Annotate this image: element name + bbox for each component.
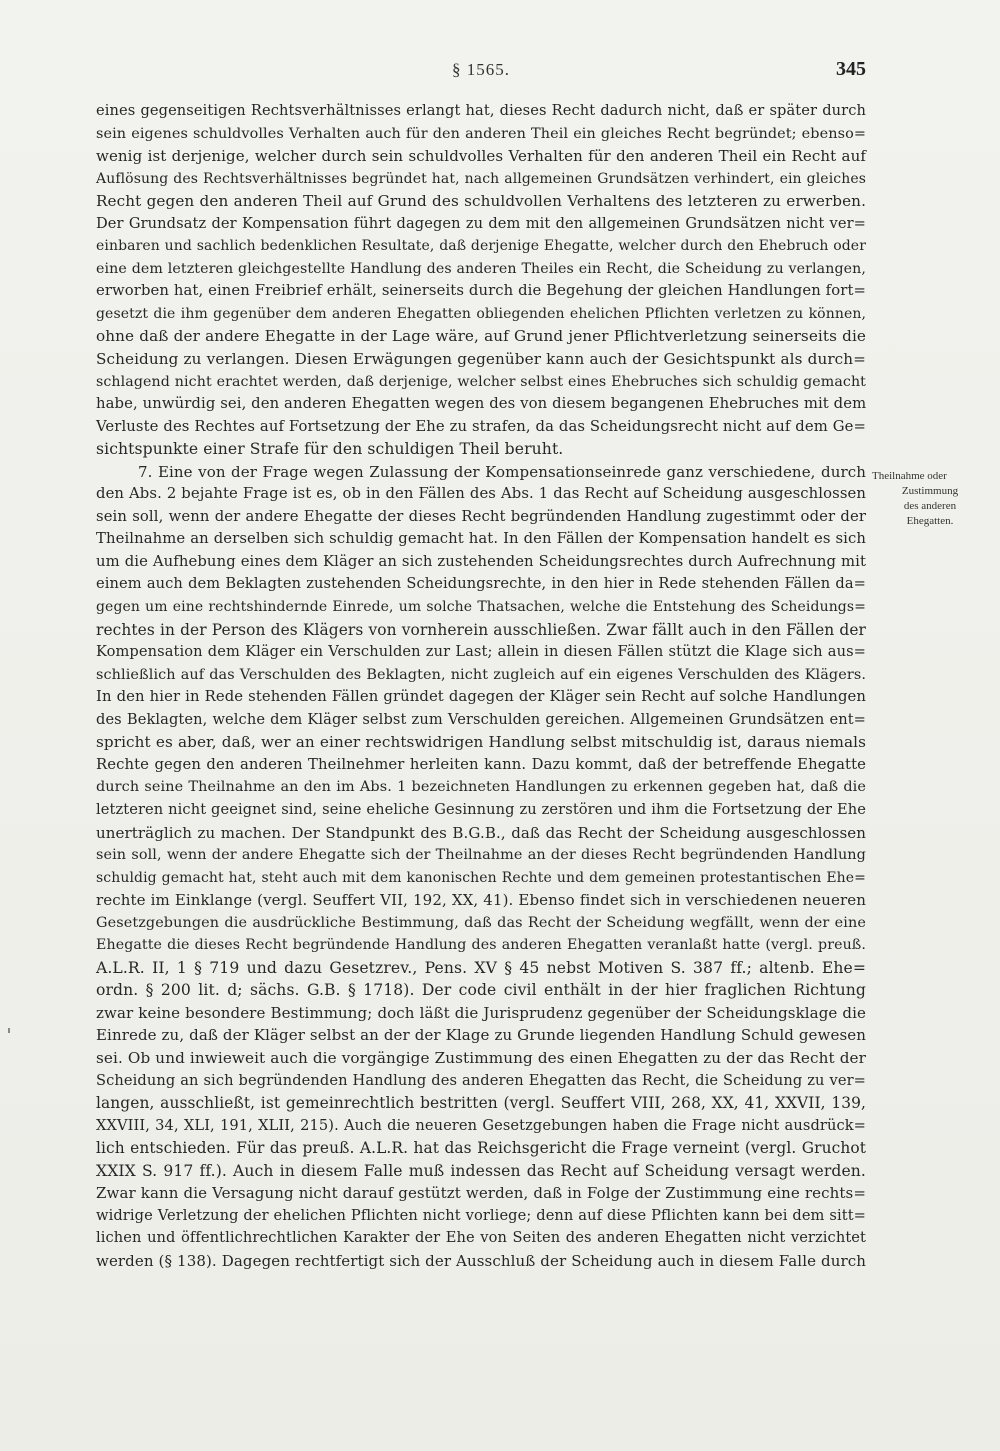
text-line: Ehegatte die dieses Recht begründende Handlung des anderen Ehegatten veranlaßt hatte (vergl. preuß. [96, 937, 866, 954]
text-line: Der Grundsatz der Kompensation führt dagegen zu dem mit den allgemeinen Grundsätzen nicht ver= [96, 214, 866, 232]
text-line: XXIX S. 917 ff.). Auch in diesem Falle muß indessen das Recht auf Scheidung versagt werden. [96, 1161, 866, 1180]
text-line: langen, ausschließt, ist gemeinrechtlich bestritten (vergl. Seuffert VIII, 268, XX, 41, XXVII, 139, [96, 1094, 866, 1113]
text-line: des Beklagten, welche dem Kläger selbst zum Verschulden gereichen. Allgemeinen Grundsätzen ent= [96, 710, 866, 728]
text-line: sichtspunkte einer Strafe für den schuldigen Theil beruht. [96, 440, 564, 459]
text-line: rechtes in der Person des Klägers von vornherein ausschließen. Zwar fällt auch in den Fällen der [96, 620, 866, 639]
text-line: In den hier in Rede stehenden Fällen gründet dagegen der Kläger sein Recht auf solche Handlungen [96, 688, 866, 706]
text-line: Verluste des Rechtes auf Fortsetzung der Ehe zu strafen, da das Scheidungsrecht nicht auf dem Ge= [96, 417, 866, 435]
text-line: Gesetzgebungen die ausdrückliche Bestimmung, daß das Recht der Scheidung wegfällt, wenn der eine [96, 914, 866, 931]
text-line: einbaren und sachlich bedenklichen Resultate, daß derjenige Ehegatte, welcher durch den Ehebruch oder [96, 238, 866, 255]
scan-speck [8, 1028, 10, 1033]
text-line: Auflösung des Rechtsverhältnisses begründet hat, nach allgemeinen Grundsätzen verhindert, ein gleiches [96, 170, 866, 187]
text-line: sein soll, wenn der andere Ehegatte sich der Theilnahme an der dieses Recht begründenden Handlung [96, 847, 866, 864]
text-line: spricht es aber, daß, wer an einer rechtswidrigen Handlung selbst mitschuldig ist, daraus niemals [96, 733, 866, 752]
text-line: erworben hat, einen Freibrief erhält, seinerseits durch die Begehung der gleichen Handlungen fort= [96, 282, 866, 300]
text-line: Zwar kann die Versagung nicht darauf gestützt werden, daß in Folge der Zustimmung eine rechts= [96, 1184, 866, 1203]
text-line: gegen um eine rechtshindernde Einrede, um solche Thatsachen, welche die Entstehung des Scheidungs= [96, 599, 866, 616]
text-line: lich entschieden. Für das preuß. A.L.R. hat das Reichsgericht die Frage verneint (vergl. Gruchot [96, 1139, 866, 1158]
text-line: letzteren nicht geeignet sind, seine eheliche Gesinnung zu zerstören und ihm die Fortsetzung der Ehe [96, 800, 866, 818]
text-line: Rechte gegen den anderen Theilnehmer herleiten kann. Dazu kommt, daß der betreffende Ehegatte [96, 755, 866, 773]
margin-note [870, 469, 990, 529]
text-line: eine dem letzteren gleichgestellte Handlung des anderen Theiles ein Recht, die Scheidung zu verlangen, [96, 260, 866, 277]
body-text [96, 100, 866, 1272]
text-line: einem auch dem Beklagten zustehenden Scheidungsrechte, in den hier in Rede stehenden Fällen da= [96, 575, 866, 593]
page-header [96, 60, 866, 88]
margin-note-line: Ehegatten. [906, 515, 954, 527]
text-line: rechte im Einklange (vergl. Seuffert VII, 192, XX, 41). Ebenso findet sich in verschiedenen neueren [96, 891, 866, 910]
text-line: schlagend nicht erachtet werden, daß derjenige, welcher selbst eines Ehebruches sich schuldig gemacht [96, 373, 866, 390]
text-line: schließlich auf das Verschulden des Beklagten, nicht zugleich auf ein eigenes Verschulden des Klägers. [96, 666, 866, 683]
text-line: den Abs. 2 bejahte Frage ist es, ob in den Fällen des Abs. 1 das Recht auf Scheidung ausgeschlossen [96, 485, 866, 503]
text-line: sein eigenes schuldvolles Verhalten auch für den anderen Theil ein gleiches Recht begründet; ebenso= [96, 125, 866, 142]
text-line: ordn. § 200 lit. d; sächs. G.B. § 1718). Der code civil enthält in der hier fraglichen Richtung [96, 981, 866, 1000]
paragraph-start-line: 7. Eine von der Frage wegen Zulassung der Kompensationseinrede ganz verschiedene, durch [138, 462, 866, 481]
text-line: sein soll, wenn der andere Ehegatte der dieses Recht begründenden Handlung zugestimmt oder der [96, 507, 866, 525]
text-line: habe, unwürdig sei, den anderen Ehegatten wegen des von diesem begangenen Ehebruches mit dem [96, 395, 867, 413]
text-line: ohne daß der andere Ehegatte in der Lage wäre, auf Grund jener Pflichtverletzung seinerseits die [96, 327, 866, 346]
text-line: zwar keine besondere Bestimmung; doch läßt die Jurisprudenz gegenüber der Scheidungsklage die [96, 1003, 866, 1022]
text-line: Scheidung zu verlangen. Diesen Erwägungen gegenüber kann auch der Gesichtspunkt als durch= [96, 350, 866, 369]
text-line: sei. Ob und inwieweit auch die vorgängige Zustimmung des einen Ehegatten zu der das Recht der [96, 1048, 866, 1067]
text-line: widrige Verletzung der ehelichen Pflichten nicht vorliege; denn auf diese Pflichten kann bei dem sitt= [96, 1206, 866, 1224]
text-line: A.L.R. II, 1 § 719 und dazu Gesetzrev., Pens. XV § 45 nebst Motiven S. 387 ff.; altenb. Ehe= [96, 958, 866, 977]
text-line: Scheidung an sich begründenden Handlung des anderen Ehegatten das Recht, die Scheidung zu ver= [96, 1071, 866, 1089]
margin-note-line: des anderen [903, 500, 957, 512]
text-line: durch seine Theilnahme an den im Abs. 1 bezeichneten Handlungen zu erkennen gegeben hat, daß die [96, 779, 866, 796]
text-line: werden (§ 138). Dagegen rechtfertigt sich der Ausschluß der Scheidung auch in diesem Falle durch [96, 1251, 866, 1270]
text-line: gesetzt die ihm gegenüber dem anderen Ehegatten obliegenden ehelichen Pflichten verletzen zu können, [96, 305, 866, 322]
section-number: § 1565. [452, 60, 510, 79]
text-line: Einrede zu, daß der Kläger selbst an der der Klage zu Grunde liegenden Handlung Schuld gewesen [96, 1026, 866, 1045]
text-line: XXVIII, 34, XLI, 191, XLII, 215). Auch die neueren Gesetzgebungen haben die Frage nicht ausdrück= [96, 1116, 866, 1134]
margin-note-line: Zustimmung [901, 485, 959, 497]
text-line: unerträglich zu machen. Der Standpunkt des B.G.B., daß das Recht der Scheidung ausgeschlossen [96, 823, 866, 842]
text-line: schuldig gemacht hat, steht auch mit dem kanonischen Rechte und dem gemeinen protestantischen Ehe= [96, 869, 866, 886]
text-line: um die Aufhebung eines dem Kläger an sich zustehenden Scheidungsrechtes durch Aufrechnung mit [96, 552, 866, 570]
text-line: lichen und öffentlichrechtlichen Karakter der Ehe von Seiten des anderen Ehegatten nicht verzichtet [96, 1229, 866, 1247]
margin-note-line: Theilnahme oder [872, 470, 947, 482]
text-line: Theilnahme an derselben sich schuldig gemacht hat. In den Fällen der Kompensation handelt es sich [96, 530, 866, 548]
text-line: Kompensation dem Kläger ein Verschulden zur Last; allein in diesen Fällen stützt die Klage sich aus= [96, 643, 866, 661]
text-line: Recht gegen den anderen Theil auf Grund des schuldvollen Verhaltens des letzteren zu erwerben. [96, 192, 866, 211]
text-line: eines gegenseitigen Rechtsverhältnisses erlangt hat, dieses Recht dadurch nicht, daß er später durch [96, 102, 866, 119]
page-number: 345 [836, 58, 866, 80]
text-line: wenig ist derjenige, welcher durch sein schuldvolles Verhalten für den anderen Theil ein Recht auf [96, 147, 866, 166]
